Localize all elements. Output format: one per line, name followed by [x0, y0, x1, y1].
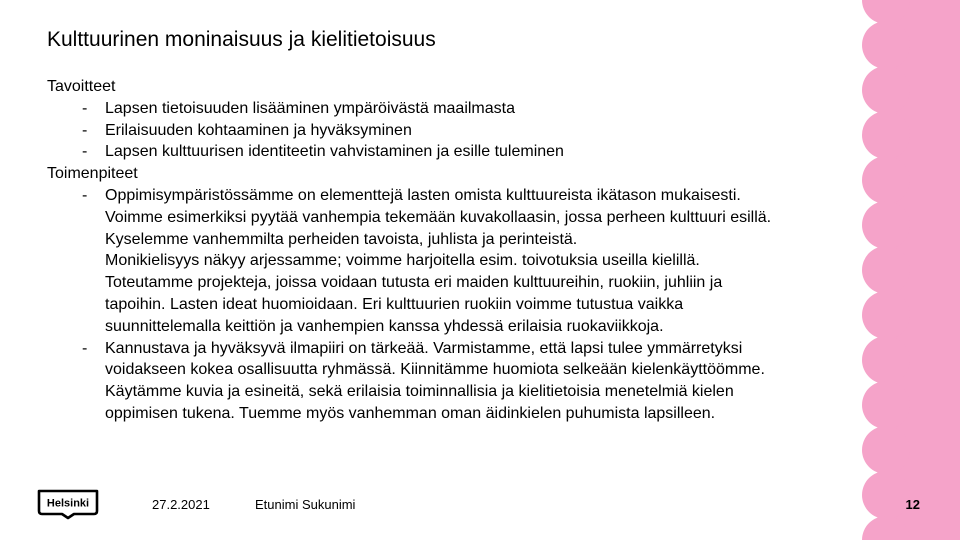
footer-author: Etunimi Sukunimi: [255, 497, 356, 512]
goals-heading: Tavoitteet: [47, 78, 116, 95]
action-item: [47, 338, 787, 425]
goal-text: Lapsen kulttuurisen identiteetin vahvistaminen ja esille tuleminen: [105, 143, 564, 161]
goal-text: Lapsen tietoisuuden lisääminen ympäröivästä maailmasta: [105, 99, 515, 117]
footer-date: 27.2.2021: [152, 497, 210, 512]
goal-item: [47, 120, 787, 142]
goals-list: [47, 98, 787, 163]
bullet-dash: -: [82, 121, 88, 139]
border-scallop: [862, 201, 910, 249]
border-scallop: [862, 426, 910, 474]
border-scallop: [862, 111, 910, 159]
bullet-dash: -: [82, 186, 88, 204]
helsinki-logo: [36, 489, 100, 520]
bullet-dash: -: [82, 339, 88, 357]
action-paragraph: Monikielisyys näkyy arjessamme; voimme harjoitella esim. toivotuksia useilla kielillä. Toteutamme projekteja, joissa voidaan tutusta eri maiden kulttuureihin, ruokiin, juhliin ja tapoihin. Lasten ideat huomioidaan. Eri kulttuurien ruokiin voimme tutustua vaikka suunnittelemalla keittiön ja vanhempien kanssa yhdessä erilaisia ruokaviikkoja.: [105, 252, 723, 335]
border-scallop: [862, 21, 910, 69]
action-paragraph: Oppimisympäristössämme on elementtejä lasten omista kulttuureista ikätason mukaisesti. Voimme esimerkiksi pyytää vanhempia tekemään kuvakollaasin, jossa perheen kulttuuri esillä. Kyselemme vanhemmilta perheiden tavoista, juhlista ja perinteistä.: [105, 186, 772, 248]
page-number: 12: [905, 497, 920, 512]
goal-item: [47, 141, 787, 163]
border-scallop: [862, 66, 910, 114]
action-item: [47, 185, 787, 338]
pink-scalloped-border: [860, 0, 960, 540]
bullet-dash: -: [82, 143, 88, 161]
border-scallop: [862, 381, 910, 429]
border-scallop: [862, 336, 910, 384]
logo-text: Helsinki: [46, 497, 90, 510]
border-scallop: [862, 246, 910, 294]
slide-title: Kulttuurinen moninaisuus ja kielitietoisuus: [47, 28, 436, 51]
actions-heading: Toimenpiteet: [47, 165, 138, 183]
border-scallops: [862, 0, 910, 540]
bullet-dash: -: [82, 99, 88, 117]
border-scallop: [862, 291, 910, 339]
slide-body: [47, 76, 787, 425]
action-paragraph: Kannustava ja hyväksyvä ilmapiiri on tärkeää. Varmistamme, että lapsi tulee ymmärretyksi voidakseen kokea osallisuutta ryhmässä. Kiinnitämme huomiota selkeään kielenkäyttöömme. Käytämme kuvia ja esineitä, sekä erilaisia toiminnallisia ja kielitietoisia menetelmiä kielen oppimisen tukena. Tuemme myös vanhemman oman äidinkielen puhumista lapsilleen.: [105, 339, 765, 422]
goal-item: [47, 98, 787, 120]
actions-list: [47, 185, 787, 425]
border-scallop: [862, 156, 910, 204]
goal-text: Erilaisuuden kohtaaminen ja hyväksyminen: [105, 121, 412, 139]
